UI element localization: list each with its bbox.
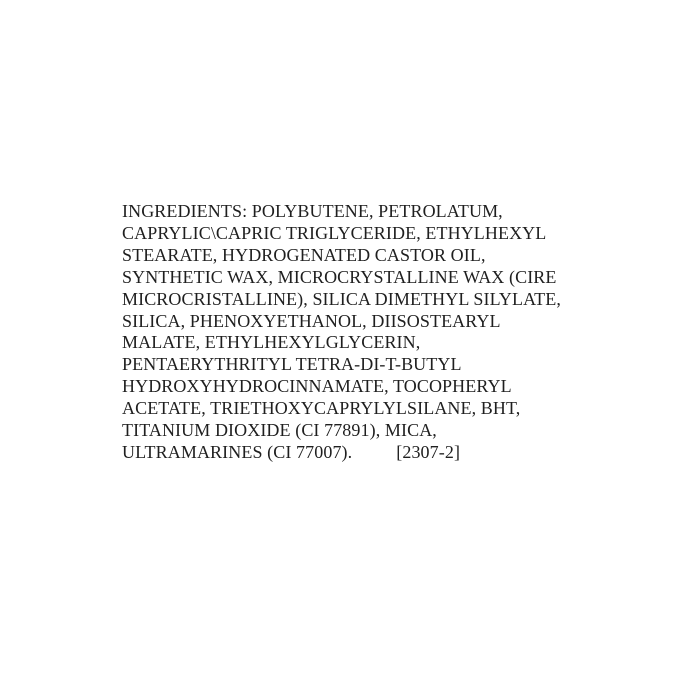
ingredients-line: MALATE, ETHYLHEXYLGLYCERIN, (122, 332, 421, 353)
ingredients-line: SILICA, PHENOXYETHANOL, DIISOSTEARYL (122, 310, 501, 331)
ingredients-line: STEARATE, HYDROGENATED CASTOR OIL, (122, 244, 486, 265)
ingredients-line-text: ULTRAMARINES (CI 77007). (122, 441, 353, 462)
ingredients-line: HYDROXYHYDROCINNAMATE, TOCOPHERYL (122, 376, 512, 397)
ingredients-line: MICROCRISTALLINE), SILICA DIMETHYL SILYLATE, (122, 288, 561, 309)
ingredients-text (122, 201, 592, 464)
ingredients-line: CAPRYLIC\CAPRIC TRIGLYCERIDE, ETHYLHEXYL (122, 222, 547, 243)
ingredients-line: INGREDIENTS: POLYBUTENE, PETROLATUM, (122, 201, 503, 221)
batch-code: [2307-2] (396, 441, 461, 462)
ingredients-line: ACETATE, TRIETHOXYCAPRYLYLSILANE, BHT, (122, 398, 521, 419)
ingredients-last-line (122, 442, 592, 464)
ingredients-line: TITANIUM DIOXIDE (CI 77891), MICA, (122, 420, 437, 441)
ingredients-line: PENTAERYTHRITYL TETRA-DI-T-BUTYL (122, 354, 462, 375)
ingredients-line: SYNTHETIC WAX, MICROCRYSTALLINE WAX (CIRE (122, 266, 557, 287)
